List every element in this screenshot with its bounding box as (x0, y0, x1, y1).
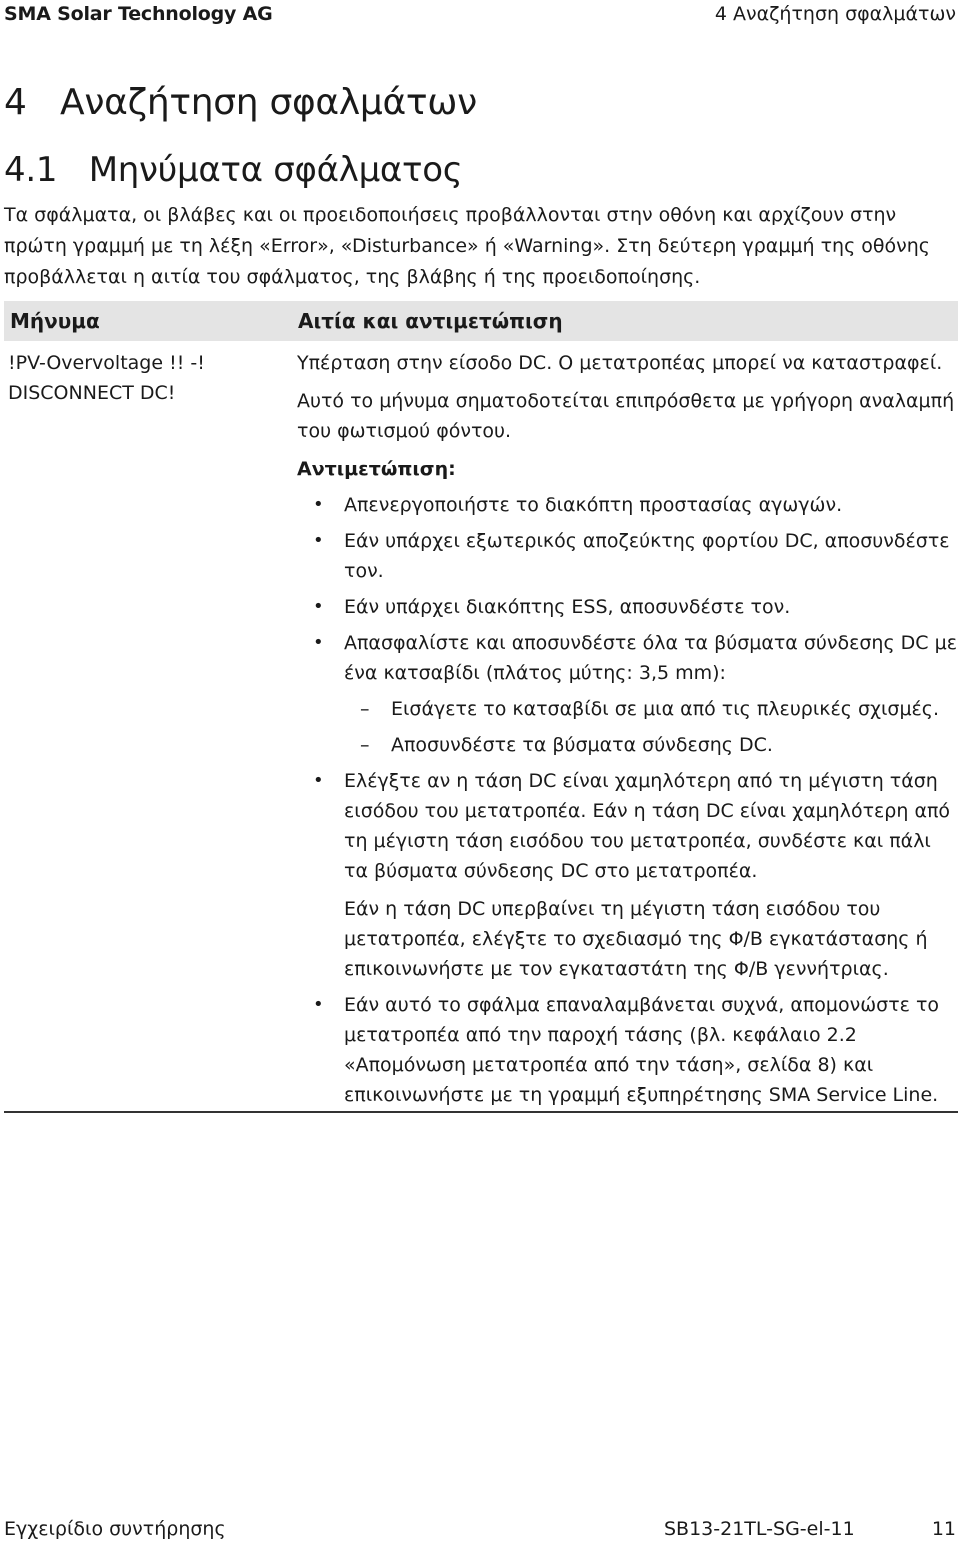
list-item-extra-text: Εάν η τάση DC υπερβαίνει τη μέγιστη τάση εισόδου του μετατροπέα, ελέγξτε το σχεδιασμό της Φ/Β εγκατάστασης ή επικοινωνήστε με τον εγκαταστάτη της Φ/Β γεννήτριας. (344, 898, 928, 980)
list-item-text: Απενεργοποιήστε το διακόπτη προστασίας αγωγών. (344, 494, 843, 516)
list-item (297, 766, 957, 984)
list-item-text: Εάν υπάρχει εξωτερικός αποζεύκτης φορτίου DC, αποσυνδέστε τον. (344, 530, 950, 582)
sub-list-item (344, 730, 957, 760)
cause-cell (297, 348, 957, 1116)
list-item (297, 628, 957, 760)
header-section: 4 Αναζήτηση σφαλμάτων (714, 3, 956, 25)
cause-text: Υπέρταση στην είσοδο DC. Ο μετατροπέας μπορεί να καταστραφεί. (297, 352, 943, 374)
footer-page-number: 11 (931, 1518, 956, 1540)
message-cell (8, 348, 278, 408)
table-bottom-rule (4, 1111, 958, 1113)
list-item (297, 592, 957, 622)
table-header (4, 301, 958, 341)
sub-list-item-text: Αποσυνδέστε τα βύσματα σύνδεσης DC. (391, 734, 773, 756)
dash-icon: – (360, 734, 370, 756)
bullet-icon: • (313, 494, 324, 515)
cause-note: Αυτό το μήνυμα σηματοδοτείται επιπρόσθετα με γρήγορη αναλαμπή του φωτισμού φόντου. (297, 390, 955, 442)
message-line: DISCONNECT DC! (8, 382, 176, 404)
sub-list (344, 694, 957, 760)
list-item (297, 526, 957, 586)
remedy-list (297, 490, 957, 1110)
sub-list-item-text: Εισάγετε το κατσαβίδι σε μια από τις πλευρικές σχισμές. (391, 698, 939, 720)
column-header-message: Μήνυμα (10, 309, 100, 333)
header-company: SMA Solar Technology AG (4, 3, 273, 25)
list-item-text: Απασφαλίστε και αποσυνδέστε όλα τα βύσματα σύνδεσης DC με ένα κατσαβίδι (πλάτος μύτης: 3,5 mm): (344, 632, 957, 684)
message-line: !PV-Overvoltage !! -! (8, 352, 205, 374)
list-item-text: Εάν αυτό το σφάλμα επαναλαμβάνεται συχνά, απομονώστε το μετατροπέα από την παροχή τάσης (βλ. κεφάλαιο 2.2 «Απομόνωση μετατροπέα από την τάση», σελίδα 8) και επικοινωνήστε με τη γραμμή εξυπηρέτησης SMA Service Line. (344, 994, 940, 1106)
sub-list-item (344, 694, 957, 724)
list-item (297, 990, 957, 1110)
column-header-cause: Αιτία και αντιμετώπιση (298, 309, 563, 333)
remedy-label: Αντιμετώπιση: (297, 458, 456, 480)
list-item-text: Ελέγξτε αν η τάση DC είναι χαμηλότερη από τη μέγιστη τάση εισόδου του μετατροπέα. Εάν η τάση DC είναι χαμηλότερη από τη μέγιστη τάση εισόδου του μετατροπέα, συνδέστε και πάλι τα βύσματα σύνδεσης DC στο μετατροπέα. (344, 770, 951, 882)
bullet-icon: • (313, 530, 324, 551)
chapter-title: 4 Αναζήτηση σφαλμάτων (4, 82, 477, 123)
footer-manual: Εγχειρίδιο συντήρησης (4, 1518, 226, 1540)
section-title: 4.1 Μηνύματα σφάλματος (4, 150, 463, 190)
dash-icon: – (360, 698, 370, 720)
list-item (297, 490, 957, 520)
bullet-icon: • (313, 994, 324, 1015)
list-item-text: Εάν υπάρχει διακόπτης ESS, αποσυνδέστε τον. (344, 596, 791, 618)
bullet-icon: • (313, 596, 324, 617)
intro-paragraph: Τα σφάλματα, οι βλάβες και οι προειδοποιήσεις προβάλλονται στην οθόνη και αρχίζουν στην πρώτη γραμμή με τη λέξη «Error», «Disturbance» ή «Warning». Στη δεύτερη γραμμή της οθόνης προβάλλεται η αιτία του σφάλματος, της βλάβης ή της προειδοποίησης. (4, 204, 930, 288)
footer-document-code: SB13-21TL-SG-el-11 (664, 1518, 855, 1540)
bullet-icon: • (313, 632, 324, 653)
bullet-icon: • (313, 770, 324, 791)
